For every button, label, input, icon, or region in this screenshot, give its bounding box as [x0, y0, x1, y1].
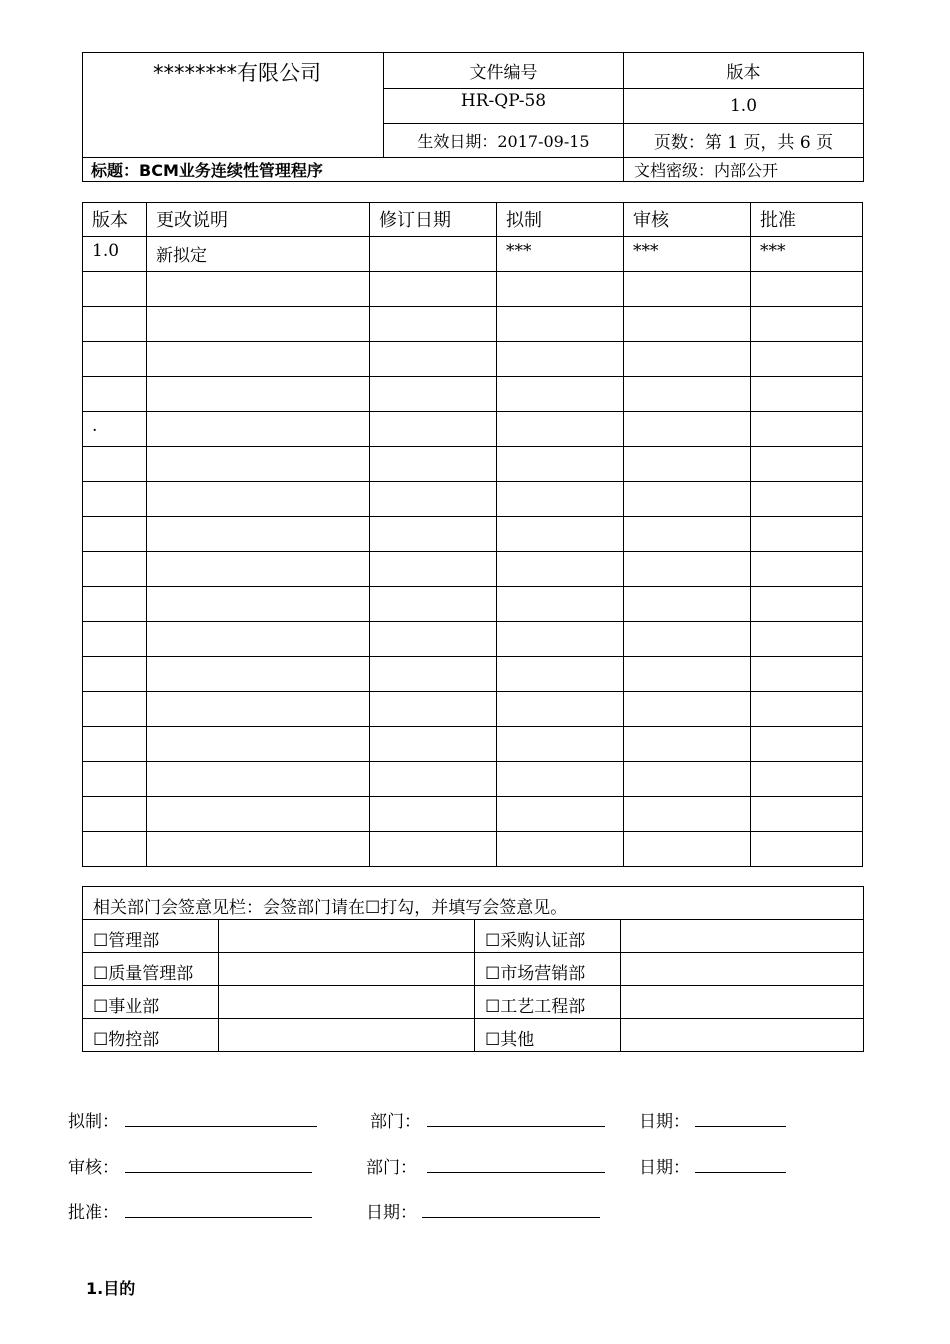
- revision-cell[interactable]: [497, 587, 624, 622]
- countersign-opinion-field[interactable]: [621, 986, 864, 1019]
- revision-cell[interactable]: [147, 552, 370, 587]
- revision-cell[interactable]: [83, 797, 147, 832]
- department-checkbox[interactable]: ☐其他: [475, 1019, 621, 1052]
- table-row: [83, 482, 863, 517]
- revision-cell[interactable]: [751, 587, 863, 622]
- approved-date-line[interactable]: [422, 1217, 600, 1218]
- revision-cell[interactable]: [370, 272, 497, 307]
- revision-cell[interactable]: [370, 517, 497, 552]
- revision-cell[interactable]: [370, 797, 497, 832]
- revision-cell[interactable]: [624, 587, 751, 622]
- revision-cell[interactable]: ***: [751, 237, 863, 272]
- department-checkbox[interactable]: ☐物控部: [83, 1019, 219, 1052]
- revision-cell[interactable]: [751, 412, 863, 447]
- revision-cell[interactable]: [624, 657, 751, 692]
- revision-cell[interactable]: [83, 272, 147, 307]
- revision-cell[interactable]: [751, 552, 863, 587]
- department-checkbox[interactable]: ☐质量管理部: [83, 953, 219, 986]
- department-checkbox[interactable]: ☐工艺工程部: [475, 986, 621, 1019]
- revision-cell[interactable]: [497, 447, 624, 482]
- revision-cell[interactable]: [624, 692, 751, 727]
- reviewed-dept-line[interactable]: [427, 1172, 605, 1173]
- revision-cell[interactable]: [83, 622, 147, 657]
- doc-no-value: HR-QP-58: [384, 88, 624, 124]
- countersign-opinion-field[interactable]: [219, 953, 475, 986]
- reviewed-label: 审核：: [68, 1158, 119, 1178]
- revision-cell[interactable]: [624, 272, 751, 307]
- revision-cell[interactable]: 1.0: [83, 237, 147, 272]
- revision-cell[interactable]: [147, 762, 370, 797]
- revision-cell[interactable]: [83, 692, 147, 727]
- revision-cell[interactable]: [751, 307, 863, 342]
- revision-cell[interactable]: [624, 727, 751, 762]
- revision-cell[interactable]: [147, 447, 370, 482]
- revision-cell[interactable]: [751, 762, 863, 797]
- revision-cell[interactable]: ***: [624, 237, 751, 272]
- revision-cell[interactable]: [497, 762, 624, 797]
- drafted-date-line[interactable]: [695, 1126, 786, 1127]
- revision-cell[interactable]: [147, 657, 370, 692]
- revision-cell[interactable]: [751, 272, 863, 307]
- revision-cell[interactable]: [751, 692, 863, 727]
- revision-cell[interactable]: [147, 587, 370, 622]
- revision-cell[interactable]: [497, 622, 624, 657]
- revision-cell[interactable]: [497, 797, 624, 832]
- revision-cell[interactable]: 新拟定: [147, 237, 370, 272]
- revision-cell[interactable]: [370, 237, 497, 272]
- revision-cell[interactable]: [751, 342, 863, 377]
- page-count: 页数：第 1 页，共 6 页: [624, 124, 864, 158]
- effective-date: 生效日期：2017-09-15: [384, 124, 624, 158]
- revision-cell[interactable]: [624, 517, 751, 552]
- revision-cell[interactable]: [147, 272, 370, 307]
- table-row: [83, 307, 863, 342]
- table-row: [83, 237, 863, 272]
- table-row: [83, 622, 863, 657]
- revision-column-header: 批准: [751, 203, 863, 237]
- revision-column-header: 修订日期: [370, 203, 497, 237]
- reviewed-date-line[interactable]: [695, 1172, 786, 1173]
- reviewed-dept-label: 部门：: [366, 1158, 417, 1178]
- revision-column-header: 拟制: [497, 203, 624, 237]
- revision-cell[interactable]: [370, 762, 497, 797]
- countersign-table: [82, 886, 864, 1052]
- revision-cell[interactable]: [370, 482, 497, 517]
- revision-cell[interactable]: [147, 342, 370, 377]
- revision-cell[interactable]: [624, 552, 751, 587]
- revision-cell[interactable]: [83, 517, 147, 552]
- revision-cell[interactable]: [624, 307, 751, 342]
- table-row: [83, 797, 863, 832]
- revision-cell[interactable]: [370, 307, 497, 342]
- department-checkbox[interactable]: ☐管理部: [83, 920, 219, 953]
- revision-cell[interactable]: [147, 797, 370, 832]
- table-row: [83, 762, 863, 797]
- countersign-row: [83, 920, 864, 953]
- revision-cell[interactable]: [751, 377, 863, 412]
- countersign-row: [83, 1019, 864, 1052]
- table-row: [83, 412, 863, 447]
- revision-cell[interactable]: [624, 482, 751, 517]
- revision-column-header: 更改说明: [147, 203, 370, 237]
- revision-cell[interactable]: [370, 692, 497, 727]
- countersign-row: [83, 986, 864, 1019]
- revision-cell[interactable]: [370, 377, 497, 412]
- revision-header-row: [83, 203, 863, 237]
- revision-cell[interactable]: [624, 447, 751, 482]
- table-row: [83, 517, 863, 552]
- countersign-opinion-field[interactable]: [621, 953, 864, 986]
- revision-cell[interactable]: [370, 622, 497, 657]
- version-label: 版本: [624, 53, 864, 89]
- revision-cell[interactable]: [497, 657, 624, 692]
- revision-cell[interactable]: [751, 517, 863, 552]
- department-checkbox[interactable]: ☐事业部: [83, 986, 219, 1019]
- drafted-dept-label: 部门：: [370, 1112, 421, 1132]
- drafted-label: 拟制：: [68, 1112, 119, 1132]
- revision-cell[interactable]: [147, 482, 370, 517]
- company-name: ********有限公司: [83, 53, 384, 158]
- revision-cell[interactable]: [370, 587, 497, 622]
- revision-column-header: 审核: [624, 203, 751, 237]
- revision-cell[interactable]: [624, 762, 751, 797]
- revision-cell[interactable]: [370, 552, 497, 587]
- table-row: [83, 587, 863, 622]
- section-purpose-heading: 1.目的: [86, 1279, 136, 1298]
- approved-label: 批准：: [68, 1203, 119, 1223]
- revision-cell[interactable]: [370, 447, 497, 482]
- revision-cell[interactable]: [147, 622, 370, 657]
- revision-cell[interactable]: [370, 342, 497, 377]
- countersign-opinion-field[interactable]: [219, 986, 475, 1019]
- revision-cell[interactable]: [497, 692, 624, 727]
- table-row: [83, 832, 863, 867]
- countersign-row: [83, 953, 864, 986]
- table-row: [83, 727, 863, 762]
- countersign-opinion-field[interactable]: [219, 1019, 475, 1052]
- revision-cell[interactable]: [83, 307, 147, 342]
- table-row: [83, 272, 863, 307]
- revision-cell[interactable]: [370, 832, 497, 867]
- table-row: [83, 447, 863, 482]
- revision-cell[interactable]: [497, 517, 624, 552]
- department-checkbox[interactable]: ☐市场营销部: [475, 953, 621, 986]
- countersign-opinion-field[interactable]: [621, 920, 864, 953]
- revision-cell[interactable]: [147, 377, 370, 412]
- revision-cell[interactable]: [147, 307, 370, 342]
- reviewed-date-label: 日期：: [639, 1158, 690, 1178]
- revision-cell[interactable]: [497, 342, 624, 377]
- revision-cell[interactable]: [497, 272, 624, 307]
- revision-cell[interactable]: [147, 517, 370, 552]
- document-title: 标题：BCM业务连续性管理程序: [83, 158, 624, 182]
- revision-cell[interactable]: [497, 482, 624, 517]
- revision-cell[interactable]: [624, 412, 751, 447]
- document-header: [82, 52, 864, 182]
- revision-cell[interactable]: [497, 552, 624, 587]
- table-row: [83, 552, 863, 587]
- revision-cell[interactable]: [83, 447, 147, 482]
- revision-cell[interactable]: [624, 622, 751, 657]
- revision-cell[interactable]: [751, 727, 863, 762]
- revision-cell[interactable]: [83, 342, 147, 377]
- revision-cell[interactable]: [147, 727, 370, 762]
- revision-column-header: 版本: [83, 203, 147, 237]
- doc-no-label: 文件编号: [384, 53, 624, 89]
- revision-cell[interactable]: ***: [497, 237, 624, 272]
- revision-cell[interactable]: [83, 727, 147, 762]
- table-row: [83, 692, 863, 727]
- revision-cell[interactable]: [147, 692, 370, 727]
- revision-cell[interactable]: [624, 377, 751, 412]
- revision-cell[interactable]: [751, 657, 863, 692]
- revision-cell[interactable]: [751, 832, 863, 867]
- revision-cell[interactable]: [83, 587, 147, 622]
- revision-cell[interactable]: [624, 342, 751, 377]
- approved-signature-line[interactable]: [125, 1217, 312, 1218]
- countersign-heading: 相关部门会签意见栏：会签部门请在☐打勾，并填写会签意见。: [83, 887, 864, 920]
- revision-cell[interactable]: [370, 412, 497, 447]
- revision-cell[interactable]: [497, 377, 624, 412]
- revision-cell[interactable]: [147, 412, 370, 447]
- drafted-signature-line[interactable]: [125, 1126, 317, 1127]
- revision-cell[interactable]: [624, 832, 751, 867]
- countersign-opinion-field[interactable]: [219, 920, 475, 953]
- revision-cell[interactable]: [147, 832, 370, 867]
- revision-cell[interactable]: [370, 727, 497, 762]
- reviewed-signature-line[interactable]: [125, 1172, 312, 1173]
- revision-cell[interactable]: [624, 797, 751, 832]
- table-row: [83, 342, 863, 377]
- revision-cell[interactable]: [83, 482, 147, 517]
- table-row: [83, 657, 863, 692]
- revision-cell[interactable]: [751, 482, 863, 517]
- revision-cell[interactable]: [497, 307, 624, 342]
- revision-cell[interactable]: .: [83, 412, 147, 447]
- countersign-opinion-field[interactable]: [621, 1019, 864, 1052]
- drafted-date-label: 日期：: [639, 1112, 690, 1132]
- revision-cell[interactable]: [83, 657, 147, 692]
- revision-cell[interactable]: [751, 447, 863, 482]
- revision-cell[interactable]: [83, 832, 147, 867]
- revision-cell[interactable]: [497, 832, 624, 867]
- version-value: 1.0: [624, 88, 864, 124]
- drafted-dept-line[interactable]: [427, 1126, 605, 1127]
- revision-cell[interactable]: [83, 762, 147, 797]
- revision-cell[interactable]: [751, 797, 863, 832]
- revision-history-table: [82, 202, 863, 867]
- confidentiality-level: 文档密级：内部公开: [624, 158, 864, 182]
- revision-cell[interactable]: [370, 657, 497, 692]
- approved-date-label: 日期：: [366, 1203, 417, 1223]
- revision-cell[interactable]: [497, 412, 624, 447]
- revision-cell[interactable]: [497, 727, 624, 762]
- department-checkbox[interactable]: ☐采购认证部: [475, 920, 621, 953]
- revision-cell[interactable]: [83, 552, 147, 587]
- table-row: [83, 377, 863, 412]
- revision-cell[interactable]: [83, 377, 147, 412]
- revision-cell[interactable]: [751, 622, 863, 657]
